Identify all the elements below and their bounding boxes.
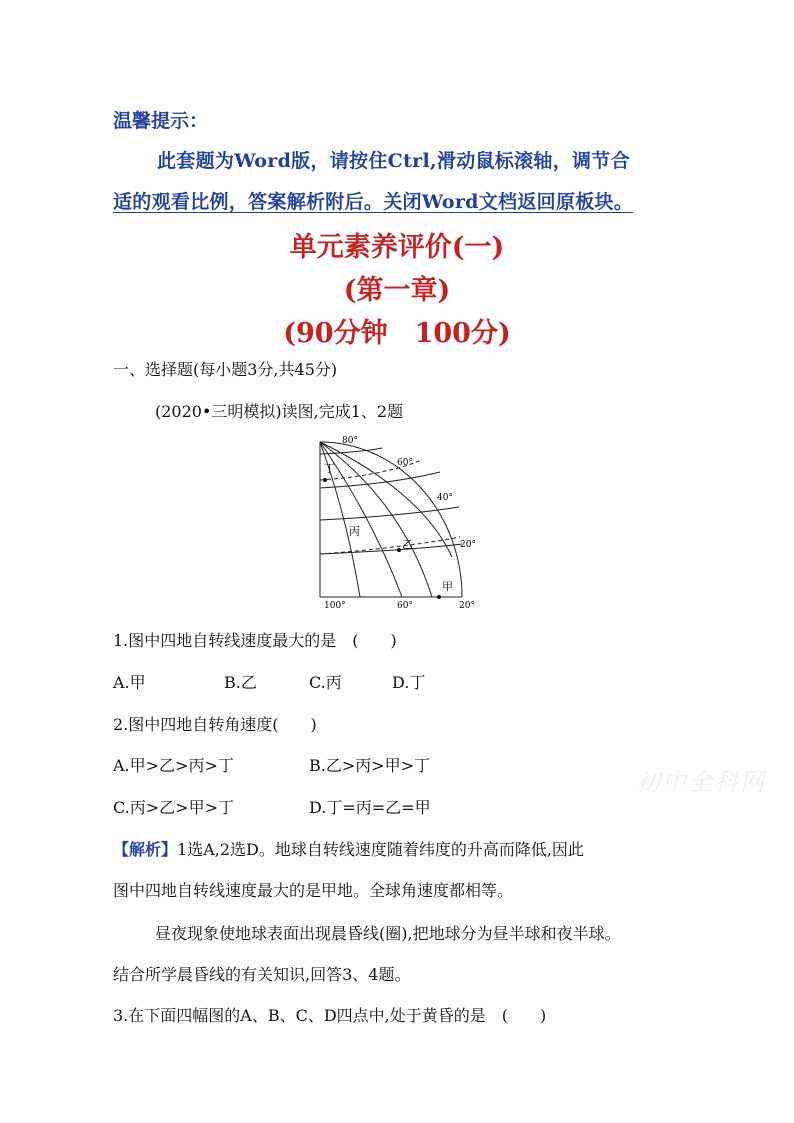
page-title: 单元素养评价(一) xyxy=(289,232,505,263)
lat-label-40: 40° xyxy=(437,493,453,503)
point-bing-label: 丙 xyxy=(349,525,360,538)
passage-line-2: 结合所学晨昏线的有关知识,回答3、4题。 xyxy=(113,965,411,984)
question-intro: (2020•三明模拟)读图,完成1、2题 xyxy=(155,402,404,421)
analysis-label: 【解析】 xyxy=(113,840,178,859)
lon-label-20: 20° xyxy=(459,601,475,611)
time-score-subtitle: (90分钟 100分) xyxy=(283,318,511,349)
analysis-line-2: 图中四地自转线速度最大的是甲地。全球角速度都相等。 xyxy=(113,881,514,900)
lon-label-60: 60° xyxy=(397,601,413,611)
watermark: 初中全科网 xyxy=(636,768,766,796)
point-jia-label: 甲 xyxy=(442,580,453,593)
analysis-text-1: 1选A,2选D。地球自转线速度随着纬度的升高而降低,因此 xyxy=(177,840,584,859)
q2-option-d: D.丁=丙=乙=甲 xyxy=(309,798,431,817)
point-ding-label: 丁 xyxy=(324,462,335,475)
tip-line-2[interactable]: 适的观看比例，答案解析附后。关闭Word文档返回原板块。 xyxy=(113,191,634,213)
analysis-line-1 xyxy=(113,837,584,860)
q2-option-a: A.甲>乙>丙>丁 xyxy=(113,756,234,775)
q3-stem: 3.在下面四幅图的A、B、C、D四点中,处于黄昏的是 ( ) xyxy=(113,1006,547,1025)
lat-lon-grid-figure xyxy=(312,432,487,612)
passage-line-1: 昼夜现象使地球表面出现晨昏线(圈),把地球分为昼半球和夜半球。 xyxy=(155,924,621,943)
point-yi-marker xyxy=(397,548,401,552)
chapter-subtitle: (第一章) xyxy=(343,275,451,306)
lon-label-100: 100° xyxy=(324,601,346,611)
q1-option-c: C.丙 xyxy=(309,673,342,692)
q1-option-a: A.甲 xyxy=(113,673,146,692)
tip-heading: 温馨提示： xyxy=(113,110,209,132)
point-jia-marker xyxy=(437,595,441,599)
q1-option-b: B.乙 xyxy=(224,673,257,692)
lat-label-20: 20° xyxy=(460,540,476,550)
q1-stem: 1.图中四地自转线速度最大的是 ( ) xyxy=(113,631,397,650)
q1-option-d: D.丁 xyxy=(392,673,426,692)
point-yi-label: 乙 xyxy=(402,538,413,551)
q2-stem: 2.图中四地自转角速度( ) xyxy=(113,715,317,734)
lat-label-60: 60° xyxy=(397,458,413,468)
q2-option-c: C.丙>乙>甲>丁 xyxy=(113,798,234,817)
tip-line-1: 此套题为Word版，请按住Ctrl,滑动鼠标滚轴，调节合 xyxy=(157,150,630,172)
point-ding-marker xyxy=(323,478,327,482)
section-heading: 一、选择题(每小题3分,共45分) xyxy=(113,360,338,379)
lat-label-80: 80° xyxy=(342,436,358,446)
q2-option-b: B.乙>丙>甲>丁 xyxy=(309,756,431,775)
